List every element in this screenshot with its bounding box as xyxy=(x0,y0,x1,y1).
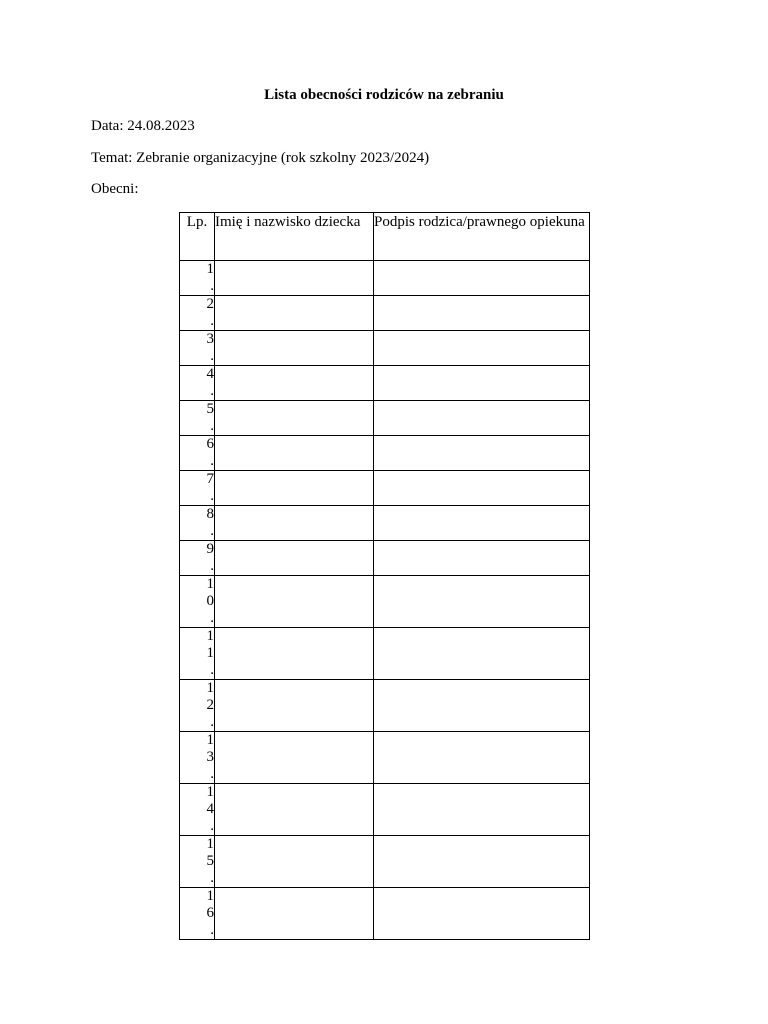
child-name-cell[interactable] xyxy=(215,732,374,784)
row-number: 9. xyxy=(206,541,214,574)
row-number: 1. xyxy=(206,261,214,294)
signature-cell[interactable] xyxy=(374,836,590,888)
row-number-cell xyxy=(180,836,215,888)
table-row xyxy=(180,471,590,506)
row-number-cell xyxy=(180,261,215,296)
attendance-table xyxy=(179,212,590,940)
row-number-cell xyxy=(180,680,215,732)
row-number: 4. xyxy=(206,366,214,399)
row-number-cell xyxy=(180,576,215,628)
row-number: 16. xyxy=(206,888,214,938)
row-number: 11. xyxy=(206,628,214,678)
child-name-cell[interactable] xyxy=(215,506,374,541)
row-number: 15. xyxy=(206,836,214,886)
child-name-cell[interactable] xyxy=(215,436,374,471)
table-row xyxy=(180,784,590,836)
signature-cell[interactable] xyxy=(374,541,590,576)
table-row xyxy=(180,732,590,784)
row-number: 14. xyxy=(206,784,214,834)
signature-cell[interactable] xyxy=(374,506,590,541)
row-number-cell xyxy=(180,436,215,471)
row-number-cell xyxy=(180,541,215,576)
signature-cell[interactable] xyxy=(374,680,590,732)
row-number-cell xyxy=(180,401,215,436)
table-row xyxy=(180,436,590,471)
header-number: Lp. xyxy=(180,213,215,261)
row-number: 5. xyxy=(206,401,214,434)
table-row xyxy=(180,506,590,541)
child-name-cell[interactable] xyxy=(215,296,374,331)
row-number-cell xyxy=(180,732,215,784)
table-row xyxy=(180,541,590,576)
signature-cell[interactable] xyxy=(374,331,590,366)
table-row xyxy=(180,366,590,401)
row-number: 13. xyxy=(206,732,214,782)
signature-cell[interactable] xyxy=(374,296,590,331)
row-number: 8. xyxy=(206,506,214,539)
table-row xyxy=(180,401,590,436)
row-number-cell xyxy=(180,888,215,940)
date-line: Data: 24.08.2023 xyxy=(91,118,195,134)
signature-cell[interactable] xyxy=(374,471,590,506)
row-number: 12. xyxy=(206,680,214,730)
document-title: Lista obecności rodziców na zebraniu xyxy=(264,87,504,103)
table-row xyxy=(180,261,590,296)
signature-cell[interactable] xyxy=(374,888,590,940)
topic-line: Temat: Zebranie organizacyjne (rok szkolny 2023/2024) xyxy=(91,150,430,166)
signature-cell[interactable] xyxy=(374,401,590,436)
child-name-cell[interactable] xyxy=(215,836,374,888)
child-name-cell[interactable] xyxy=(215,888,374,940)
row-number-cell xyxy=(180,331,215,366)
row-number-cell xyxy=(180,366,215,401)
table-row xyxy=(180,628,590,680)
signature-cell[interactable] xyxy=(374,261,590,296)
table-row xyxy=(180,680,590,732)
row-number: 3. xyxy=(206,331,214,364)
row-number-cell xyxy=(180,296,215,331)
child-name-cell[interactable] xyxy=(215,680,374,732)
signature-cell[interactable] xyxy=(374,366,590,401)
table-row xyxy=(180,836,590,888)
child-name-cell[interactable] xyxy=(215,576,374,628)
signature-cell[interactable] xyxy=(374,784,590,836)
header-signature: Podpis rodzica/prawnego opiekuna xyxy=(374,213,590,261)
signature-cell[interactable] xyxy=(374,628,590,680)
row-number-cell xyxy=(180,628,215,680)
child-name-cell[interactable] xyxy=(215,331,374,366)
row-number-cell xyxy=(180,506,215,541)
attendance-rows xyxy=(180,261,590,940)
child-name-cell[interactable] xyxy=(215,261,374,296)
child-name-cell[interactable] xyxy=(215,471,374,506)
row-number: 2. xyxy=(206,296,214,329)
row-number: 6. xyxy=(206,436,214,469)
table-row xyxy=(180,296,590,331)
child-name-cell[interactable] xyxy=(215,541,374,576)
table-row xyxy=(180,888,590,940)
table-row xyxy=(180,331,590,366)
table-row xyxy=(180,576,590,628)
signature-cell[interactable] xyxy=(374,436,590,471)
signature-cell[interactable] xyxy=(374,576,590,628)
table-header-row xyxy=(180,213,590,261)
child-name-cell[interactable] xyxy=(215,784,374,836)
row-number: 10. xyxy=(206,576,214,626)
row-number-cell xyxy=(180,471,215,506)
child-name-cell[interactable] xyxy=(215,628,374,680)
header-child-name: Imię i nazwisko dziecka xyxy=(215,213,374,261)
signature-cell[interactable] xyxy=(374,732,590,784)
child-name-cell[interactable] xyxy=(215,366,374,401)
row-number: 7. xyxy=(206,471,214,504)
present-label: Obecni: xyxy=(91,181,139,197)
row-number-cell xyxy=(180,784,215,836)
child-name-cell[interactable] xyxy=(215,401,374,436)
